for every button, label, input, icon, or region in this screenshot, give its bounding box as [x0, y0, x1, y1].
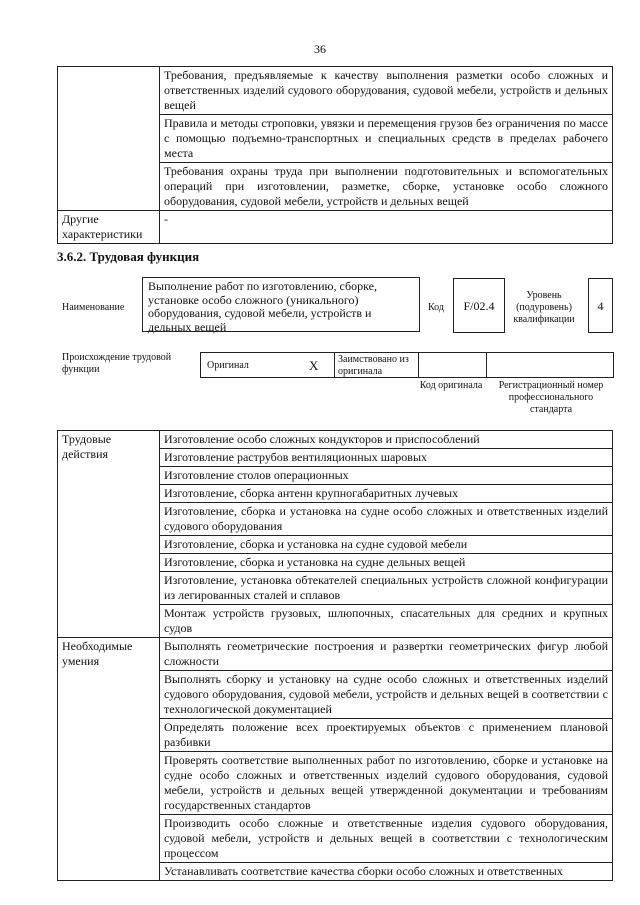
level-value: 4: [588, 278, 613, 333]
table-cell: Изготовление, сборка и установка на судне судовой мебели: [160, 536, 613, 554]
page-number: 36: [314, 42, 326, 56]
section-heading: 3.6.2. Трудовая функция: [57, 249, 200, 264]
table-row: [58, 638, 613, 671]
knowledge-table: [57, 66, 613, 244]
table-cell: Определять положение всех проектируемых объектов с применением плановой разбивки: [160, 719, 613, 752]
name-label: Наименование: [62, 302, 125, 313]
level-label: Уровень (подуровень) квалификации: [513, 290, 575, 325]
table-cell: Выполнять геометрические построения и развертки геометрических фигур любой сложности: [160, 638, 613, 671]
table-row: [58, 211, 613, 244]
table-cell: Изготовление особо сложных кондукторов и приспособлений: [160, 431, 613, 449]
origin-label: Происхождение трудовой функции: [62, 352, 172, 375]
code-label: Код: [428, 302, 444, 313]
table-cell: Выполнять сборку и установку на судне особо сложных и ответственных изделий судового оборудования, судовой мебели, устройств и дельных вещей в соответствии с технологической документацией: [160, 671, 613, 719]
origin-box: [200, 352, 614, 378]
table-cell: Изготовление, сборка антенн крупногабаритных лучевых: [160, 485, 613, 503]
table-row: [58, 67, 613, 115]
table-cell: Требования охраны труда при выполнении подготовительных и вспомогательных операций при изготовлении, разметке, сборке, установке особо сложного оборудования, судовой мебели, устройств и дельных вещей: [160, 163, 613, 211]
table-cell: Производить особо сложные и ответственные изделия судового оборудования, судовой мебели, устройств и дельных вещей в соответствии с технологическим процессом: [160, 815, 613, 863]
table-cell: Устанавливать соответствие качества сборки особо сложных и ответственных: [160, 863, 613, 881]
divider: [334, 353, 335, 377]
original-mark: X: [309, 358, 319, 373]
work-function-table: [57, 430, 613, 881]
other-characteristics-label: Другие характеристики: [58, 211, 160, 244]
table-cell: Изготовление, сборка и установка на судне особо сложных и ответственных изделий судового оборудования: [160, 503, 613, 536]
registration-number-caption: Регистрационный номер профессионального стандарта: [498, 380, 604, 415]
table-cell: Изготовление раструбов вентиляционных шаровых: [160, 449, 613, 467]
divider: [486, 353, 487, 377]
table-cell: Требования, предъявляемые к качеству выполнения разметки особо сложных и ответственных изделий судового оборудования, судовой мебели, устройств и дельных вещей: [160, 67, 613, 115]
code-original-caption: Код оригинала: [419, 380, 483, 391]
other-characteristics-value: -: [160, 211, 613, 244]
table-cell: Изготовление столов операционных: [160, 467, 613, 485]
table-cell: Монтаж устройств грузовых, шлюпочных, спасательных для средних и крупных судов: [160, 605, 613, 638]
required-skills-label: Необходимые умения: [58, 638, 160, 881]
function-name-value: Выполнение работ по изготовлению, сборке, установке особо сложного (уникального) оборудования, судовой мебели, устройств и дельных вещей: [142, 277, 420, 332]
table-cell: Изготовление, сборка и установка на судне дельных вещей: [160, 554, 613, 572]
labor-actions-label: Трудовые действия: [58, 431, 160, 638]
original-label: Оригинал: [207, 360, 249, 371]
empty-label-cell: [58, 67, 160, 211]
table-cell: Правила и методы строповки, увязки и перемещения грузов без ограничения по массе с помощью подъемно-транспортных и специальных средств в пределах рабочего места: [160, 115, 613, 163]
borrowed-label: Заимствовано из оригинала: [338, 354, 409, 377]
table-row: [58, 431, 613, 449]
table-cell: Проверять соответствие выполненных работ по изготовлению, сборке и установке на судне особо сложных и ответственных изделий судового оборудования, судовой мебели, устройств и дельных вещей утвержденной документации и требованиям государственных стандартов: [160, 752, 613, 815]
divider: [418, 353, 419, 377]
table-cell: Изготовление, установка обтекателей специальных устройств сложной конфигурации из легированных сталей и сплавов: [160, 572, 613, 605]
code-value: F/02.4: [453, 278, 505, 333]
